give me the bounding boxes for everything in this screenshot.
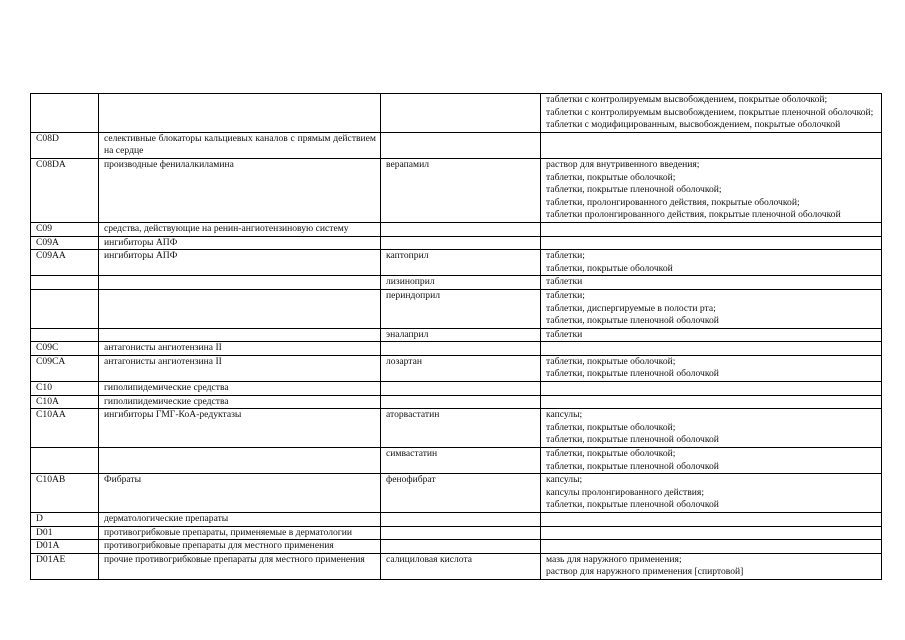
table-row xyxy=(31,132,882,158)
dosage-forms-cell xyxy=(541,276,882,290)
table-row xyxy=(31,236,882,250)
dosage-form-line: таблетки, покрытые оболочкой; xyxy=(546,171,676,183)
atc-code-cell: D xyxy=(31,513,99,527)
dosage-form-line: таблетки, покрытые пленочной оболочкой xyxy=(546,434,719,446)
drug-list-table xyxy=(30,93,882,580)
dosage-form-line: таблетки; xyxy=(546,289,585,301)
drug-name-cell: эналаприл xyxy=(381,328,541,342)
dosage-form-line: таблетки, покрытые оболочкой; xyxy=(546,421,676,433)
table-row xyxy=(31,94,882,133)
table-row xyxy=(31,474,882,513)
drug-name-cell xyxy=(381,132,541,158)
table-row xyxy=(31,448,882,474)
dosage-form-line: таблетки с модифицированным, высвобождением, покрытые оболочкой xyxy=(546,119,841,131)
atc-code-cell xyxy=(31,328,99,342)
drug-name-cell xyxy=(381,540,541,554)
dosage-form-line: раствор для наружного применения [спиртовой] xyxy=(546,566,744,578)
atc-code-cell: C09C xyxy=(31,342,99,356)
drug-name-cell: фенофибрат xyxy=(381,474,541,513)
drug-name-cell: верапамил xyxy=(381,158,541,222)
atc-code-cell xyxy=(31,448,99,474)
dosage-form-line: таблетки, диспергируемые в полости рта; xyxy=(546,302,716,314)
dosage-form-line: таблетки, покрытые пленочной оболочкой xyxy=(546,460,719,472)
dosage-forms-cell xyxy=(541,236,882,250)
anatomical-group-cell xyxy=(99,289,381,328)
dosage-form-line: раствор для внутривенного введения; xyxy=(546,158,700,170)
table-row xyxy=(31,222,882,236)
table-row xyxy=(31,553,882,579)
dosage-form-line: таблетки, покрытые оболочкой; xyxy=(546,448,676,460)
atc-code-cell: C10 xyxy=(31,382,99,396)
drug-name-cell xyxy=(381,526,541,540)
atc-code-cell xyxy=(31,289,99,328)
drug-name-cell: салициловая кислота xyxy=(381,553,541,579)
drug-name-cell xyxy=(381,222,541,236)
atc-code-cell: D01AE xyxy=(31,553,99,579)
table-row xyxy=(31,158,882,222)
table-row xyxy=(31,513,882,527)
anatomical-group-cell: ингибиторы ГМГ-КоА-редуктазы xyxy=(99,409,381,448)
atc-code-cell xyxy=(31,94,99,133)
drug-name-cell: периндоприл xyxy=(381,289,541,328)
anatomical-group-cell: антагонисты ангиотензина II xyxy=(99,342,381,356)
anatomical-group-cell: противогрибковые препараты, применяемые в дерматологии xyxy=(99,526,381,540)
anatomical-group-cell: антагонисты ангиотензина II xyxy=(99,355,381,381)
dosage-form-line: таблетки xyxy=(546,328,583,340)
anatomical-group-cell: селективные блокаторы кальциевых каналов с прямым действием на сердце xyxy=(99,132,381,158)
dosage-forms-cell xyxy=(541,158,882,222)
atc-code-cell: C09CA xyxy=(31,355,99,381)
drug-name-cell xyxy=(381,513,541,527)
drug-name-cell xyxy=(381,395,541,409)
dosage-forms-cell xyxy=(541,448,882,474)
anatomical-group-cell: ингибиторы АПФ xyxy=(99,250,381,276)
dosage-forms-cell xyxy=(541,526,882,540)
drug-name-cell: лозартан xyxy=(381,355,541,381)
table-row xyxy=(31,526,882,540)
dosage-form-line: таблетки, пролонгированного действия, покрытые оболочкой; xyxy=(546,196,800,208)
table-row xyxy=(31,289,882,328)
dosage-forms-cell xyxy=(541,132,882,158)
table-row xyxy=(31,328,882,342)
atc-code-cell: C10AB xyxy=(31,474,99,513)
anatomical-group-cell xyxy=(99,276,381,290)
atc-code-cell: C08D xyxy=(31,132,99,158)
drug-name-cell xyxy=(381,382,541,396)
table-row xyxy=(31,395,882,409)
dosage-form-line: таблетки пролонгированного действия, покрытые пленочной оболочкой xyxy=(546,209,841,221)
anatomical-group-cell: противогрибковые препараты для местного применения xyxy=(99,540,381,554)
anatomical-group-cell: дерматологические препараты xyxy=(99,513,381,527)
table-row xyxy=(31,355,882,381)
atc-code-cell: C09 xyxy=(31,222,99,236)
table-row xyxy=(31,250,882,276)
dosage-form-line: капсулы; xyxy=(546,474,583,486)
table-row xyxy=(31,276,882,290)
dosage-forms-cell xyxy=(541,474,882,513)
dosage-form-line: капсулы; xyxy=(546,409,583,421)
atc-code-cell: C09A xyxy=(31,236,99,250)
table-row xyxy=(31,540,882,554)
dosage-form-line: таблетки, покрытые пленочной оболочкой xyxy=(546,368,719,380)
dosage-forms-cell xyxy=(541,409,882,448)
atc-code-cell: D01 xyxy=(31,526,99,540)
dosage-forms-cell xyxy=(541,553,882,579)
dosage-forms-cell xyxy=(541,289,882,328)
dosage-forms-cell xyxy=(541,513,882,527)
dosage-form-line: таблетки, покрытые пленочной оболочкой xyxy=(546,499,719,511)
drug-name-cell xyxy=(381,94,541,133)
dosage-forms-cell xyxy=(541,395,882,409)
table-row xyxy=(31,342,882,356)
atc-code-cell: C10AA xyxy=(31,409,99,448)
drug-name-cell: каптоприл xyxy=(381,250,541,276)
dosage-form-line: капсулы пролонгированного действия; xyxy=(546,486,704,498)
dosage-form-line: таблетки, покрытые оболочкой; xyxy=(546,355,676,367)
atc-code-cell: C10A xyxy=(31,395,99,409)
anatomical-group-cell xyxy=(99,328,381,342)
dosage-forms-cell xyxy=(541,342,882,356)
dosage-form-line: таблетки, покрытые оболочкой xyxy=(546,262,673,274)
anatomical-group-cell xyxy=(99,94,381,133)
atc-code-cell: D01A xyxy=(31,540,99,554)
anatomical-group-cell: средства, действующие на ренин-ангиотензиновую систему xyxy=(99,222,381,236)
table-row xyxy=(31,382,882,396)
anatomical-group-cell xyxy=(99,448,381,474)
atc-code-cell xyxy=(31,276,99,290)
dosage-forms-cell xyxy=(541,540,882,554)
dosage-form-line: таблетки xyxy=(546,276,583,288)
dosage-forms-cell xyxy=(541,250,882,276)
dosage-forms-cell xyxy=(541,382,882,396)
anatomical-group-cell: гиполипидемические средства xyxy=(99,395,381,409)
anatomical-group-cell: ингибиторы АПФ xyxy=(99,236,381,250)
dosage-form-line: таблетки, покрытые пленочной оболочкой xyxy=(546,315,719,327)
table-row xyxy=(31,409,882,448)
drug-name-cell: аторвастатин xyxy=(381,409,541,448)
dosage-forms-cell xyxy=(541,94,882,133)
atc-code-cell: C09AA xyxy=(31,250,99,276)
drug-name-cell xyxy=(381,236,541,250)
drug-name-cell: симвастатин xyxy=(381,448,541,474)
drug-name-cell: лизиноприл xyxy=(381,276,541,290)
dosage-form-line: таблетки с контролируемым высвобождением, покрытые оболочкой; xyxy=(546,94,828,105)
atc-code-cell: C08DA xyxy=(31,158,99,222)
dosage-forms-cell xyxy=(541,222,882,236)
anatomical-group-cell: гиполипидемические средства xyxy=(99,382,381,396)
anatomical-group-cell: прочие противогрибковые препараты для местного применения xyxy=(99,553,381,579)
dosage-form-line: таблетки; xyxy=(546,250,585,262)
dosage-form-line: мазь для наружного применения; xyxy=(546,553,682,565)
dosage-forms-cell xyxy=(541,328,882,342)
anatomical-group-cell: Фибраты xyxy=(99,474,381,513)
dosage-forms-cell xyxy=(541,355,882,381)
dosage-form-line: таблетки, покрытые пленочной оболочкой; xyxy=(546,184,722,196)
table-body xyxy=(31,94,882,580)
drug-name-cell xyxy=(381,342,541,356)
anatomical-group-cell: производные фенилалкиламина xyxy=(99,158,381,222)
dosage-form-line: таблетки с контролируемым высвобождением, покрытые пленочной оболочкой; xyxy=(546,106,874,118)
